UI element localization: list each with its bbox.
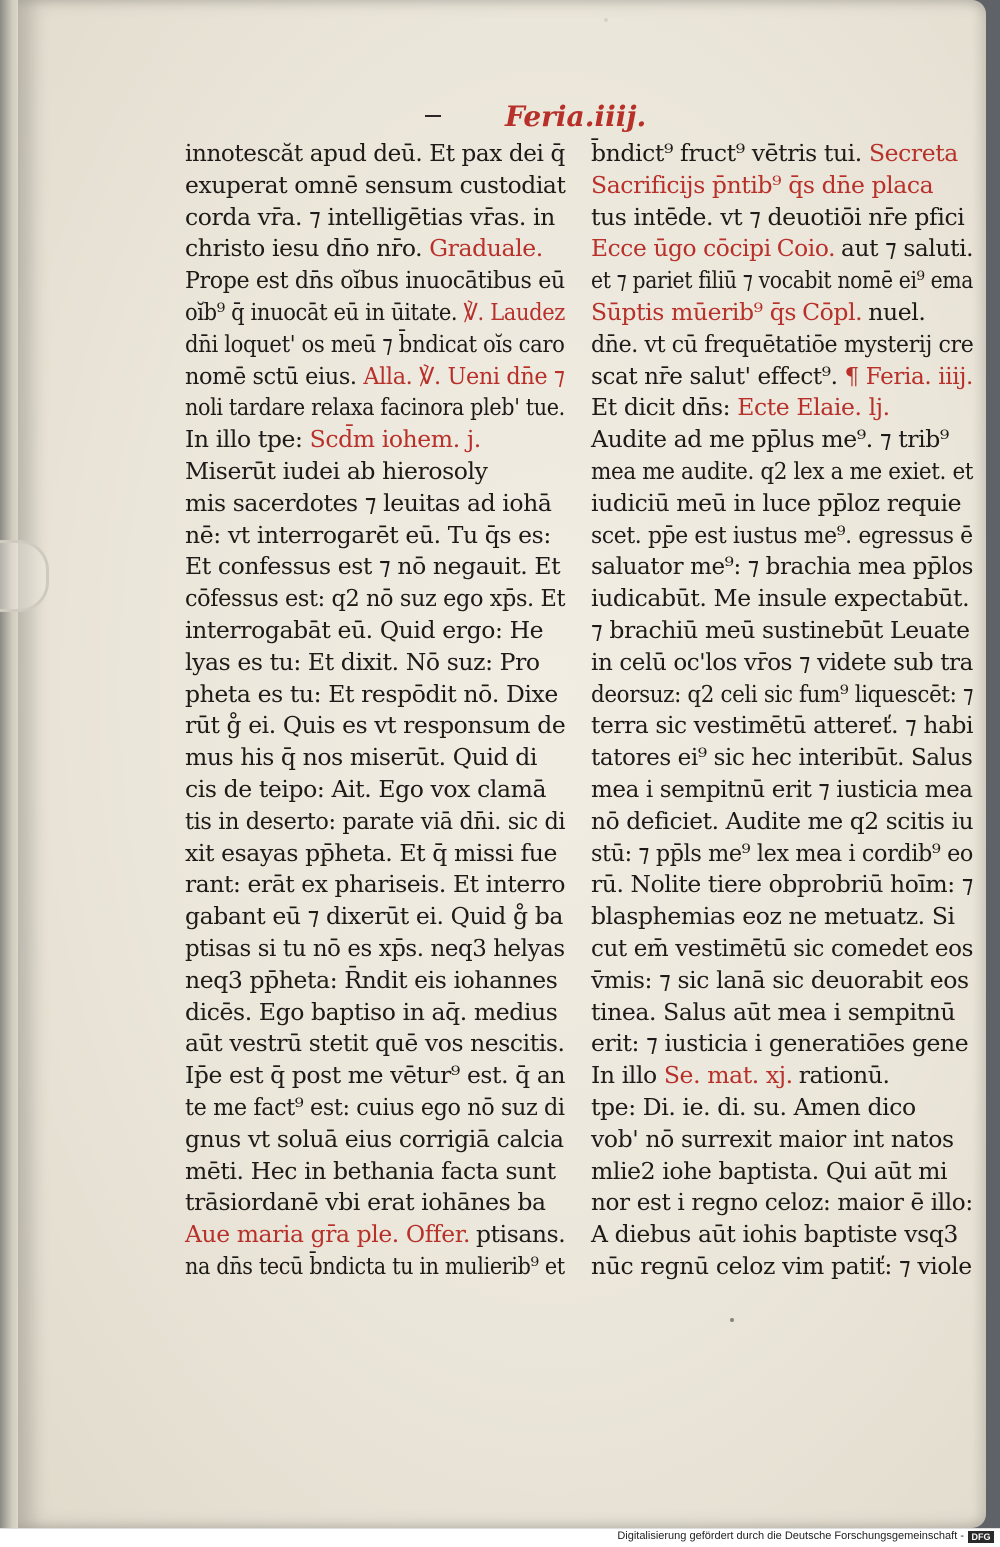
line-text: na dn̄s tecū b̄ndicta tu in mulierib⁹ et: [185, 1251, 565, 1280]
text-line: [185, 202, 565, 234]
line-text: tus intēde. vt ⁊ deuotiōi nr̄e pfici: [591, 202, 965, 231]
text-line: [591, 520, 973, 552]
line-text: et ⁊ pariet filiū ⁊ vocabit nomē ei⁹ ema: [591, 266, 974, 295]
text-line: [185, 1028, 564, 1060]
rubric-text: Alla. ℣. Ueni dn̄e ⁊: [363, 361, 565, 390]
text-line: [591, 933, 974, 965]
text-line: [591, 774, 973, 806]
text-line: [591, 202, 973, 234]
text-line: [185, 1251, 565, 1283]
rubric-text: ℣. Laudez: [463, 297, 566, 326]
text-line: [185, 774, 565, 806]
line-text: exuperat omnē sensum custodiat: [185, 170, 566, 199]
text-line: [185, 520, 565, 552]
text-line: [185, 1060, 564, 1092]
text-line: [185, 869, 566, 901]
text-line: [591, 1156, 973, 1188]
text-line: [591, 170, 973, 202]
dfg-logo: DFG: [968, 1531, 994, 1543]
line-text: mus his q̄ nos miserūt. Quid di: [185, 743, 537, 772]
line-text: nor est i regno celoz: maior ē illo:: [591, 1188, 973, 1217]
line-text: mea me audite. q2 lex a me exiet. et: [591, 456, 974, 485]
text-line: [591, 392, 973, 424]
bleed-through-text: [170, 85, 470, 135]
text-line: [185, 488, 565, 520]
line-text: noli tardare relaxa facinora pleb' tue.: [185, 393, 565, 422]
text-line: [185, 392, 565, 424]
line-text: gabant eū ⁊ dixerūt ei. Quid g̊ ba: [185, 902, 563, 931]
footer-credit: Digitalisierung gefördert durch die Deutsche Forschungsgemeinschaft -: [617, 1530, 964, 1542]
rubric-text: Secreta: [868, 139, 958, 167]
line-text: tinea. Salus aūt mea i sempitnū: [591, 997, 956, 1026]
text-line: [185, 329, 565, 361]
rubric-text: Scd̄m iohem. j.: [309, 425, 481, 454]
line-text: mis sacerdotes ⁊ leuitas ad iohā: [185, 488, 552, 517]
line-text: rant: erāt ex phariseis. Et interro: [185, 870, 566, 899]
line-text: mea i sempitnū erit ⁊ iusticia mea: [591, 774, 973, 803]
text-line: [185, 361, 565, 393]
text-line: [591, 361, 973, 393]
text-line: [591, 997, 973, 1029]
line-text: mlie2 iohe baptista. Qui aūt mi: [591, 1156, 948, 1185]
text-line: [591, 901, 973, 933]
line-text: In illo tpe:: [185, 425, 310, 454]
line-text: christo iesu dn̄o nr̄o.: [185, 234, 430, 263]
line-text: innotescăt apud deū. Et pax dei q̄: [185, 139, 565, 167]
line-tail: nuel.: [868, 297, 926, 326]
line-text: rū. Nolite tiere obprobriū hoīm: ⁊: [591, 870, 974, 899]
line-text: Miserūt iudei ab hierosoly: [185, 456, 488, 485]
line-text: deorsuz: q2 celi sic fum⁹ liquescēt: ⁊: [591, 679, 974, 708]
left-text-column: [185, 138, 565, 1283]
text-line: [185, 233, 565, 265]
line-text: dn̄i loquet' os meū ⁊ b̄ndicat oĭs caro: [185, 329, 565, 358]
text-line: [591, 710, 974, 742]
text-line: [591, 1060, 973, 1092]
rubric-text: Se. mat. xj.: [663, 1061, 793, 1090]
text-line: [185, 838, 565, 870]
line-text: terra sic vestimētū attereť. ⁊ habi: [591, 711, 974, 740]
text-line: [591, 583, 973, 615]
text-line: [185, 901, 565, 933]
text-line: [185, 806, 566, 838]
line-text: corda vr̄a. ⁊ intelligētias vr̄as. in: [185, 202, 555, 231]
text-line: [591, 647, 973, 679]
line-text: tatores ei⁹ sic hec interibūt. Salus: [591, 743, 973, 772]
line-tail: aut ⁊ saluti.: [841, 234, 974, 263]
text-line: [591, 297, 973, 329]
line-text: pheta es tu: Et respōdit nō. Dixe: [185, 679, 558, 708]
line-text: vob' nō surrexit maior int natos: [591, 1124, 954, 1153]
text-line: [185, 138, 565, 170]
paper-spot: [604, 18, 608, 22]
rubric-text: Graduale.: [429, 234, 543, 263]
text-line: [185, 1092, 565, 1124]
rubric-text: Ecte Elaie. lj.: [737, 393, 890, 422]
text-line: [591, 265, 974, 297]
line-text: dicēs. Ego baptiso in aq̄. medius: [185, 997, 558, 1026]
text-line: [185, 965, 565, 997]
line-text: gnus vt soluā eius corrigiā calcia: [185, 1124, 564, 1153]
paper-spot: [730, 1318, 734, 1322]
text-line: [185, 997, 565, 1029]
line-text: cis de teipo: Ait. Ego vox clamā: [185, 774, 547, 803]
rubric-text: Sūptis mūerib⁹ q̄s: [591, 297, 797, 326]
line-text: aūt vestrū stetit quē vos nescitis.: [185, 1029, 565, 1058]
text-line: [591, 1187, 973, 1219]
text-line: [185, 1187, 565, 1219]
text-line: [185, 583, 566, 615]
text-line: [591, 742, 973, 774]
line-text: stū: ⁊ pp̄ls me⁹ lex mea i cordib⁹ eo: [591, 838, 973, 867]
line-text: iudicabūt. Me insule expectabūt.: [591, 584, 970, 613]
text-line: [591, 1124, 973, 1156]
text-line: [591, 456, 974, 488]
line-text: erit: ⁊ iusticia i generatiōes gene: [591, 1029, 969, 1058]
line-text: nē: vt interrogarēt eū. Tu q̄s es:: [185, 520, 551, 549]
page-header: Feria.iiij.: [505, 100, 647, 133]
text-line: [185, 710, 564, 742]
text-line: [591, 488, 973, 520]
line-text: oĭb⁹ q̄ inuocāt eū in ūitate.: [185, 297, 464, 326]
rubric-text: ¶ Feria. iiij.: [844, 361, 973, 390]
text-line: [591, 615, 973, 647]
line-text: neq3 pp̄heta: R̄ndit eis iohannes: [185, 965, 558, 994]
line-text: Audite ad me pp̄lus me⁹. ⁊ trib⁹: [591, 425, 949, 454]
rubric-text: Coio.: [776, 234, 836, 263]
text-line: [185, 265, 565, 297]
line-text: nō deficiet. Audite me q2 scitis iu: [591, 806, 974, 835]
text-line: [185, 933, 565, 965]
line-text: Prope est dn̄s oĭbus inuocātibus eū: [185, 266, 565, 295]
right-text-column: [591, 138, 973, 1283]
line-tail: ptisans.: [475, 1220, 566, 1249]
text-line: [591, 1219, 973, 1251]
rubric-text: Cōpl.: [802, 297, 863, 326]
line-text: ptisas si tu nō es xp̄s. neq3 helyas: [185, 933, 565, 962]
line-text: dn̄e. vt cū frequētatiōe mysterij cre: [591, 329, 974, 358]
text-line: [185, 170, 566, 202]
line-text: nomē sctū eius.: [185, 361, 364, 390]
text-line: [591, 1251, 973, 1283]
line-text: ⁊ brachiū meū sustinebūt Leuate: [591, 615, 970, 644]
rubric-text: Ecce ūgo cōcipi: [591, 234, 771, 263]
line-text: mēti. Hec in bethania facta sunt: [185, 1156, 556, 1185]
rubric-text: Sacrificijs p̄ntib⁹ q̄s dn̄e placa: [591, 170, 934, 199]
line-text: rūt g̊ ei. Quis es vt responsum de: [185, 711, 566, 740]
rubric-text: Aue maria gr̄a ple. Offer.: [185, 1220, 471, 1249]
text-line: [185, 424, 565, 456]
line-text: scet. pp̄e est iustus me⁹. egressus ē: [591, 520, 973, 549]
line-text: Et dicit dn̄s:: [591, 393, 738, 422]
text-line: [185, 1156, 565, 1188]
text-line: [591, 233, 974, 265]
line-text: cōfessus est: q2 nō suz ego xp̄s. Et: [185, 584, 566, 613]
line-text: saluator me⁹: ⁊ brachia mea pp̄los: [591, 552, 974, 581]
line-tail: rationū.: [798, 1061, 890, 1090]
line-text: b̄ndict⁹ fruct⁹ vētris tui.: [591, 139, 869, 167]
text-line: [185, 742, 565, 774]
header-dash: [425, 115, 441, 117]
text-line: [591, 424, 973, 456]
text-line: [185, 615, 565, 647]
line-text: xit esayas pp̄heta. Et q̄ missi fue: [185, 838, 558, 867]
line-text: interrogabāt eū. Quid ergo: He: [185, 615, 544, 644]
text-line: [185, 1219, 564, 1251]
text-line: [591, 806, 974, 838]
text-line: [591, 869, 974, 901]
line-text: iudiciū meū in luce pp̄loz requie: [591, 488, 962, 517]
line-text: trāsiordanē vbi erat iohānes ba: [185, 1188, 546, 1217]
page-clasp: [0, 540, 49, 612]
line-text: tpe: Di. ie. di. su. Amen dico: [591, 1092, 916, 1121]
line-text: in celū oc'los vr̄os ⁊ videte sub tra: [591, 647, 973, 676]
text-line: [591, 1092, 973, 1124]
text-line: [591, 329, 974, 361]
text-line: [591, 1028, 973, 1060]
line-text: v̄mis: ⁊ sic lanā sic deuorabit eos: [591, 965, 969, 994]
text-line: [591, 838, 973, 870]
line-text: cut em̄ vestimētū sic comedet eos: [591, 933, 974, 962]
line-text: Et confessus est ⁊ nō negauit. Et: [185, 552, 561, 581]
line-text: In illo: [591, 1061, 664, 1090]
text-line: [185, 679, 565, 711]
text-line: [591, 551, 974, 583]
text-line: [185, 551, 565, 583]
line-text: A diebus aūt iohis baptiste vsq3: [591, 1220, 958, 1249]
line-text: lyas es tu: Et dixit. Nō suz: Pro: [185, 647, 540, 676]
line-text: te me fact⁹ est: cuius ego nō suz di: [185, 1092, 565, 1121]
line-text: scat nr̄e salut' effect⁹.: [591, 361, 845, 390]
text-line: [591, 679, 974, 711]
text-line: [185, 647, 565, 679]
line-text: blasphemias eoz ne metuatz. Si: [591, 902, 955, 931]
text-line: [591, 138, 973, 170]
line-text: nūc regnū celoz vim patiť: ⁊ viole: [591, 1251, 972, 1280]
text-line: [185, 456, 565, 488]
text-line: [185, 297, 566, 329]
text-line: [185, 1124, 565, 1156]
text-line: [591, 965, 973, 997]
line-text: Ip̄e est q̄ post me vētur⁹ est. q̄ an: [185, 1061, 566, 1090]
line-text: tis in deserto: parate viā dn̄i. sic di: [185, 806, 566, 835]
